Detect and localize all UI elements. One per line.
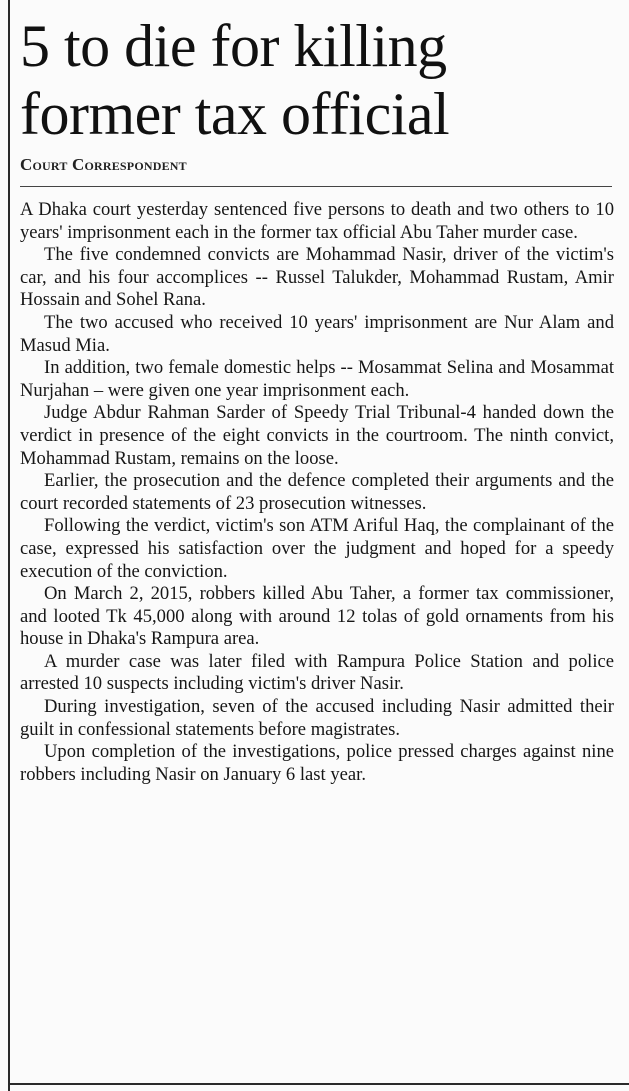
headline-line-1: 5 to die for killing bbox=[20, 13, 447, 79]
paragraph-3: The two accused who received 10 years' imprisonment are Nur Alam and Masud Mia. bbox=[20, 311, 614, 356]
column-left-rule bbox=[8, 0, 10, 1091]
paragraph-4: In addition, two female domestic helps -- Mosammat Selina and Mosammat Nurjahan – were given one year imprisonment each. bbox=[20, 357, 614, 401]
paragraph-10: During investigation, seven of the accused including Nasir admitted their guilt in confessional statements before magistrates. bbox=[20, 696, 614, 740]
paragraph-11: Upon completion of the investigations, police pressed charges against nine robbers including Nasir on January 6 last year. bbox=[20, 741, 614, 785]
paragraph-6: Earlier, the prosecution and the defence completed their arguments and the court recorded statements of 23 prosecution witnesses. bbox=[20, 470, 614, 514]
paragraph-5: Judge Abdur Rahman Sarder of Speedy Trial Tribunal-4 handed down the verdict in presence of the eight convicts in the courtroom. The ninth convict, Mohammad Rustam, remains on the loose. bbox=[20, 402, 614, 469]
paragraph-8: On March 2, 2015, robbers killed Abu Taher, a former tax commissioner, and looted Tk 45,000 along with around 12 tolas of gold ornaments from his house in Dhaka's Rampura area. bbox=[20, 583, 614, 650]
article-body bbox=[20, 199, 614, 786]
paragraph-2: The five condemned convicts are Mohammad Nasir, driver of the victim's car, and his four accomplices -- Russel Talukder, Mohammad Rustam, Amir Hossain and Sohel Rana. bbox=[20, 244, 614, 311]
paragraph-9: A murder case was later filed with Rampura Police Station and police arrested 10 suspects including victim's driver Nasir. bbox=[20, 650, 614, 695]
article bbox=[20, 0, 614, 786]
bottom-rule bbox=[8, 1083, 629, 1085]
headline-line-2: former tax official bbox=[20, 81, 450, 147]
paragraph-7: Following the verdict, victim's son ATM Ariful Haq, the complainant of the case, expressed his satisfaction over the judgment and hoped for a speedy execution of the conviction. bbox=[20, 515, 614, 582]
byline-divider bbox=[20, 186, 612, 187]
byline: Court Correspondent bbox=[20, 155, 187, 174]
headline bbox=[20, 0, 614, 148]
paragraph-1: A Dhaka court yesterday sentenced five persons to death and two others to 10 years' imprisonment each in the former tax official Abu Taher murder case. bbox=[20, 199, 614, 243]
